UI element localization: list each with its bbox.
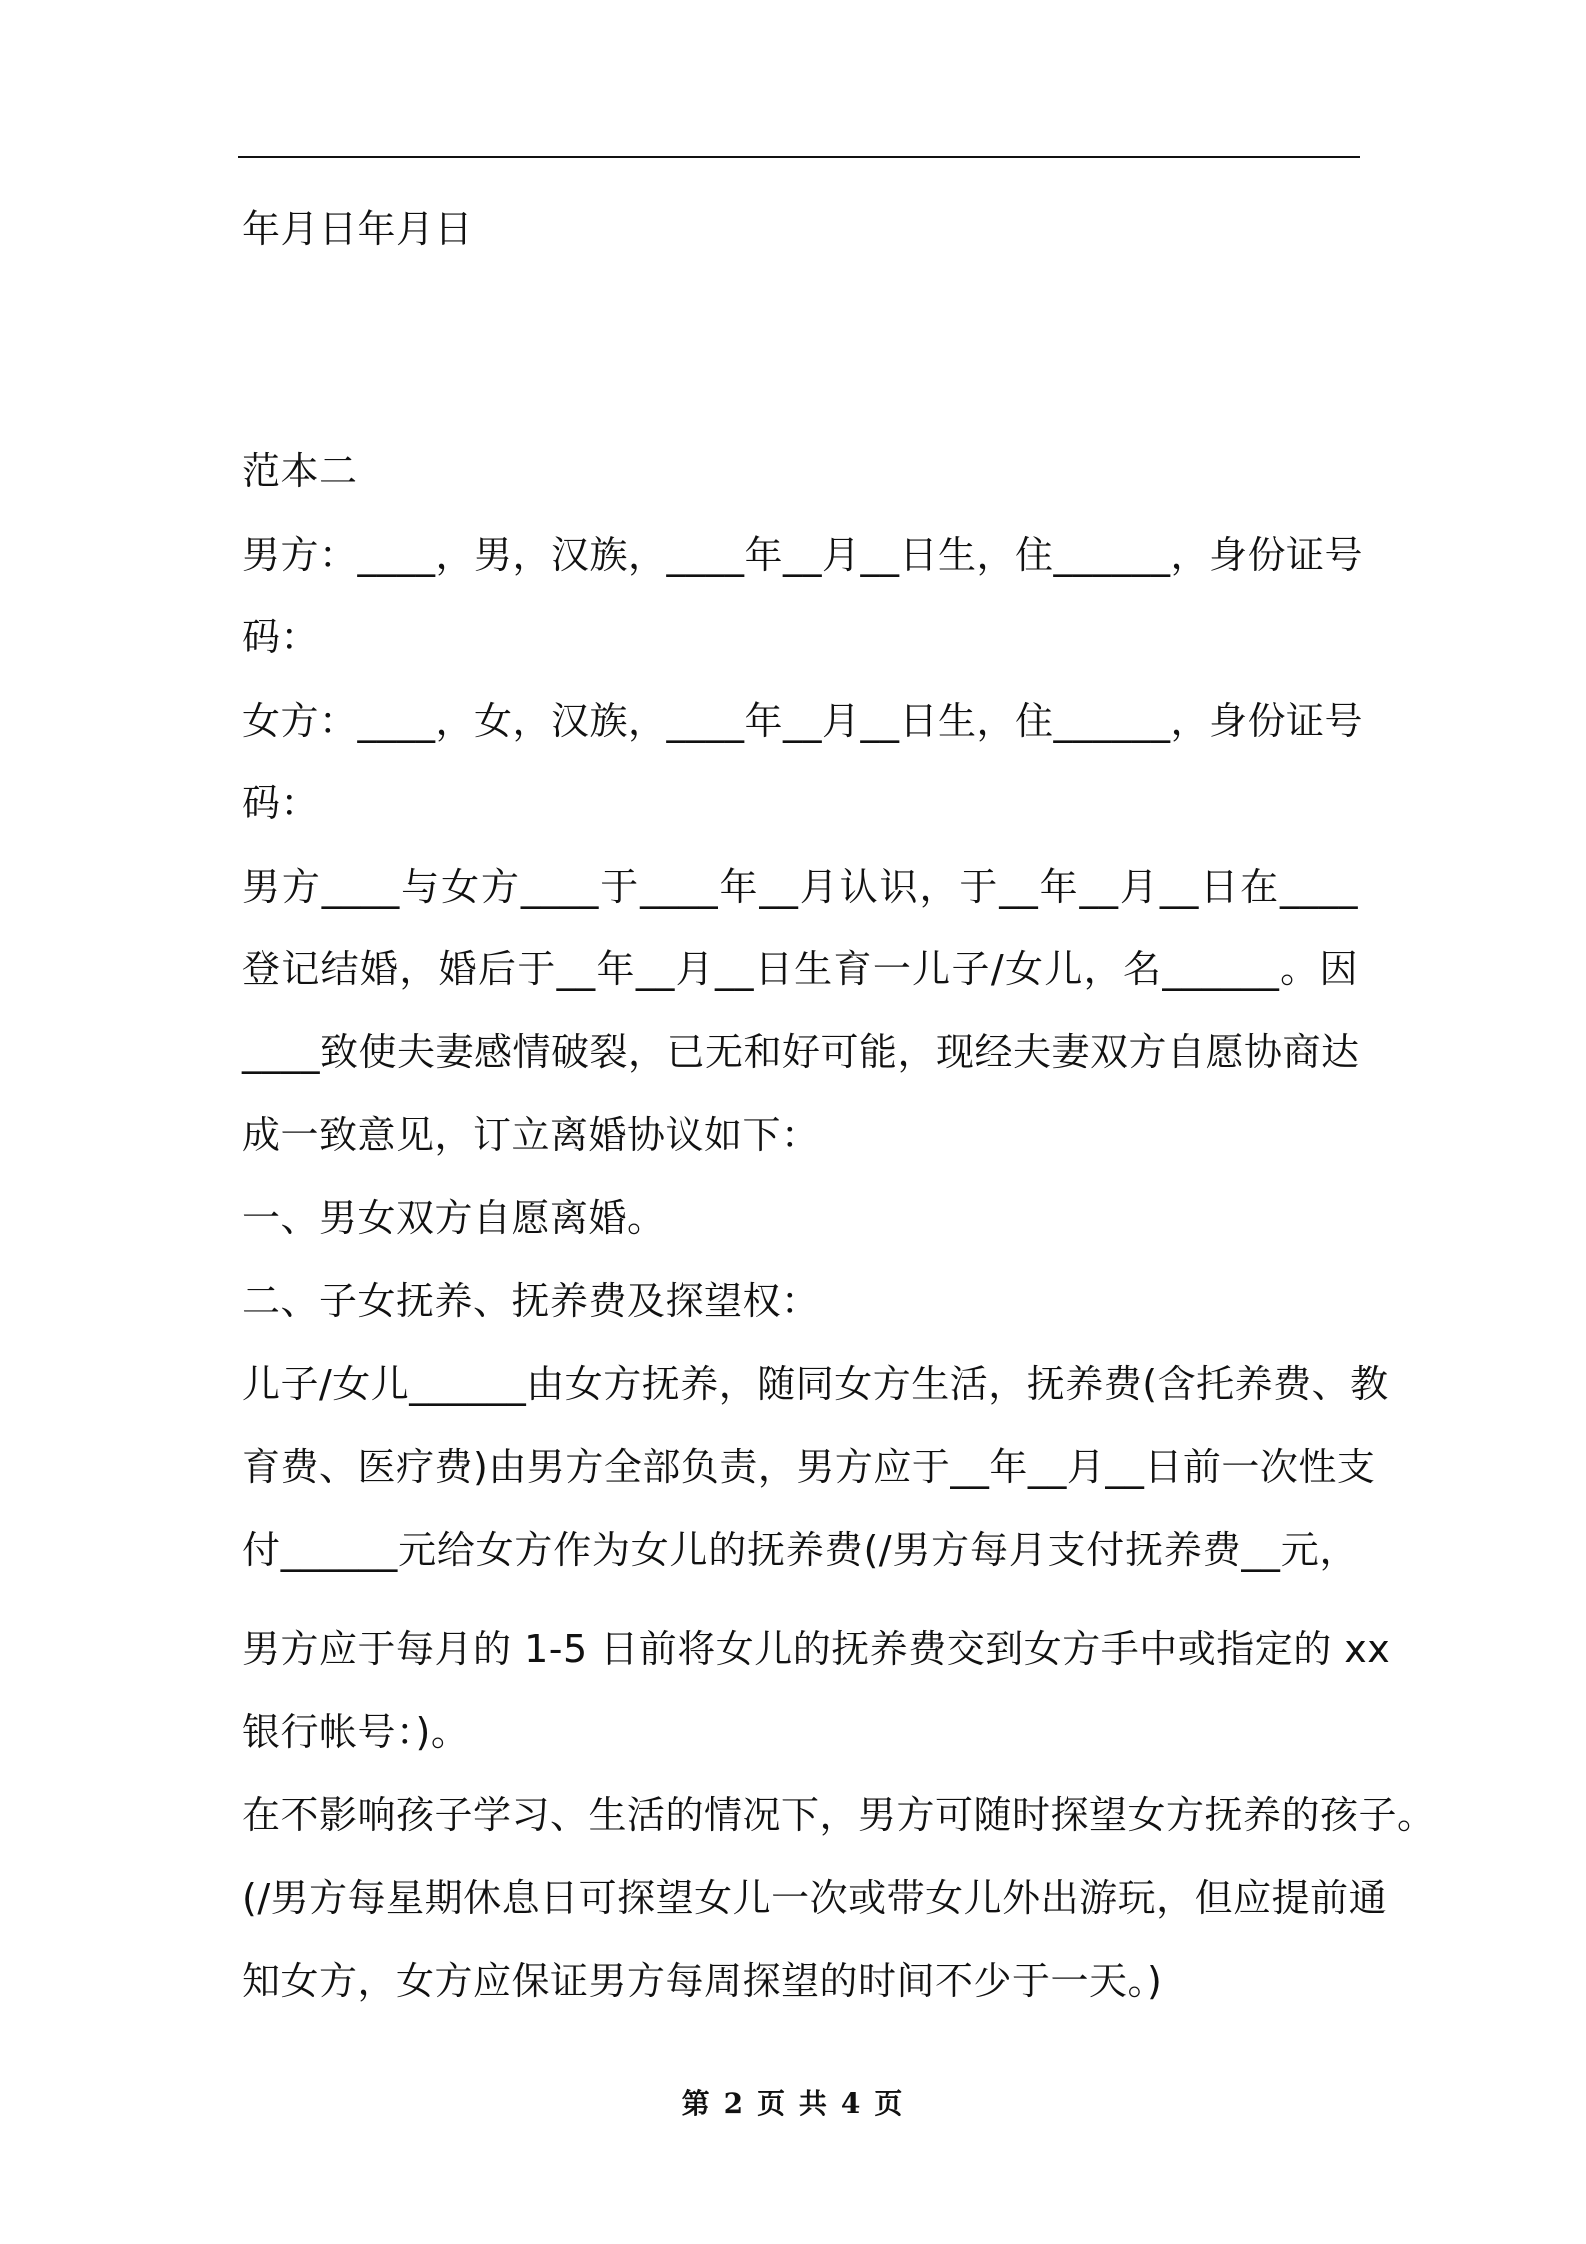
paragraph-line: 育费、医疗费)由男方全部负责，男方应于__年__月__日前一次性支 [242, 1445, 1376, 1489]
paragraph-line: 儿子/女儿______由女方抚养，随同女方生活，抚养费(含托养费、教 [242, 1362, 1389, 1406]
paragraph-line: 码： [242, 781, 320, 825]
total-page-number: 4 [840, 2087, 863, 2120]
date-line: 年月日年月日 [242, 207, 474, 251]
current-page-number: 2 [723, 2087, 746, 2120]
page-footer [0, 2082, 1586, 2122]
paragraph-line: 码： [242, 615, 320, 659]
paragraph-line: 女方：____，女，汉族，____年__月__日生，住______，身份证号 [242, 699, 1364, 743]
paragraph-line: 在不影响孩子学习、生活的情况下，男方可随时探望女方抚养的孩子。 [242, 1793, 1436, 1837]
paragraph-line: (/男方每星期休息日可探望女儿一次或带女儿外出游玩，但应提前通 [242, 1876, 1388, 1920]
paragraph-line: ____致使夫妻感情破裂，已无和好可能，现经夫妻双方自愿协商达 [242, 1030, 1360, 1074]
paragraph-line: 男方____与女方____于____年__月认识，于__年__月__日在____ [242, 865, 1358, 909]
paragraph-line: 成一致意见，订立离婚协议如下： [242, 1113, 820, 1157]
paragraph-line: 银行帐号：)。 [242, 1710, 470, 1754]
footer-middle: 页 共 [757, 2087, 829, 2120]
paragraph-line: 付______元给女方作为女儿的抚养费(/男方每月支付抚养费__元， [242, 1528, 1358, 1572]
paragraph-line: 登记结婚，婚后于__年__月__日生育一儿子/女儿，名______。因 [242, 947, 1358, 991]
paragraph-line: 男方应于每月的 1-5 日前将女儿的抚养费交到女方手中或指定的 xx [242, 1627, 1391, 1671]
section-title: 范本二 [242, 449, 358, 493]
footer-suffix: 页 [874, 2087, 905, 2120]
footer-prefix: 第 [681, 2087, 712, 2120]
paragraph-line: 知女方，女方应保证男方每周探望的时间不少于一天。) [242, 1959, 1163, 2003]
top-divider [238, 156, 1360, 158]
paragraph-line: 男方：____，男，汉族，____年__月__日生，住______，身份证号 [242, 533, 1364, 577]
clause-heading: 一、男女双方自愿离婚。 [242, 1196, 666, 1240]
clause-heading: 二、子女抚养、抚养费及探望权： [242, 1279, 820, 1323]
